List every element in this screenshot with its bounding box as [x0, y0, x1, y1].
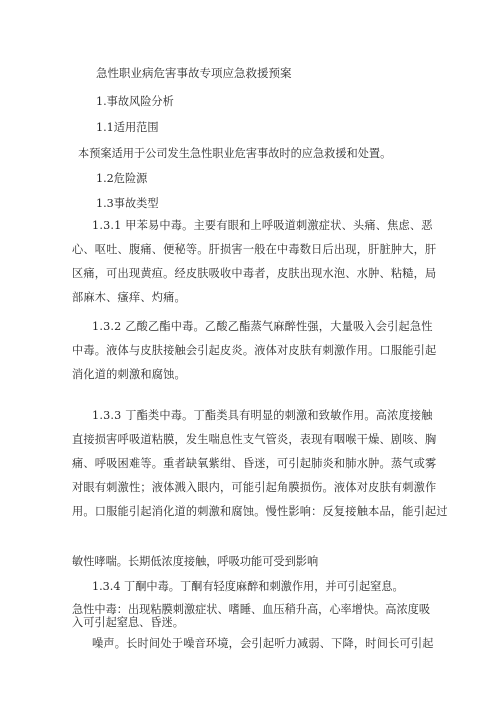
paragraph-butanone-poisoning: 1.3.4 丁酮中毒。丁酮有轻度麻醉和刺激作用，并可引起窒息。: [92, 580, 404, 593]
paragraph-line: 心、呕吐、腹痛、便秘等。肝损害一般在中毒数日后出现，肝脏肿大，肝: [72, 243, 437, 256]
paragraph-line: 1.3.2 乙酸乙酯中毒。乙酸乙酯蒸气麻醉性强，大量吸入会引起急性: [92, 320, 433, 333]
document-title: 急性职业病危害事故专项应急救援预案: [96, 66, 292, 80]
scope-paragraph: 本预案适用于公司发生急性职业危害事故时的应急救援和处置。: [78, 147, 392, 160]
paragraph-butyl-ester-poisoning: [72, 404, 448, 524]
paragraph-line: 1.3.1 甲苯易中毒。主要有眼和上呼吸道刺激症状、头痛、焦虑、恶: [92, 219, 433, 232]
paragraph-line: 直接损害呼吸道粘膜，发生喘息性支气管炎，表现有咽喉干燥、剧咳、胸: [72, 433, 437, 446]
subsection-heading-accident-types: 1.3事故类型: [96, 197, 159, 210]
paragraph-line: 痛、呼吸困难等。重者缺氧紫绀、昏迷，可引起肺炎和肺水肿。蒸气或雾: [72, 457, 437, 470]
subsection-heading-scope: 1.1适用范围: [96, 121, 159, 134]
paragraph-line: 区痛，可出现黄疸。经皮肤吸收中毒者，皮肤出现水泡、水肿、粘糙，局: [72, 267, 437, 280]
paragraph-line: 用。口服能引起消化道的刺激和腐蚀。慢性影响：反复接触本品，能引起过: [72, 505, 448, 518]
paragraph-line: 噪声。长时间处于噪音环境，会引起听力减弱、下降，时间长可引起: [92, 637, 434, 650]
paragraph-line: 部麻木、瘙痒、灼痛。: [72, 291, 186, 304]
paragraph-ethyl-acetate-poisoning: [72, 315, 437, 387]
paragraph-line-sensitive-asthma: 敏性哮喘。长期低浓度接触，呼吸功能可受到影响: [72, 555, 319, 568]
paragraph-line: 入可引起窒息、昏迷。: [72, 616, 184, 629]
paragraph-line: 中毒。液体与皮肤接触会引起皮炎。液体对皮肤有刺激作用。口服能引起: [72, 344, 437, 357]
paragraph-noise: [72, 632, 432, 656]
paragraph-line: 1.3.3 丁酯类中毒。丁酯类具有明显的刺激和致敏作用。高浓度接触: [92, 409, 433, 422]
paragraph-acute-poisoning: [72, 603, 430, 629]
paragraph-line: 对眼有刺激性；液体溅入眼内，可能引起角膜损伤。液体对皮肤有刺激作: [72, 481, 437, 494]
section-heading-risk-analysis: 1.事故风险分析: [96, 95, 174, 108]
paragraph-toluene-poisoning: [72, 214, 437, 310]
subsection-heading-hazard-source: 1.2危险源: [96, 172, 148, 185]
paragraph-line: 消化道的刺激和腐蚀。: [72, 368, 186, 381]
paragraph-line: 急性中毒：出现粘膜刺激症状、嗜睡、血压稍升高，心率增快。高浓度吸: [72, 603, 431, 616]
